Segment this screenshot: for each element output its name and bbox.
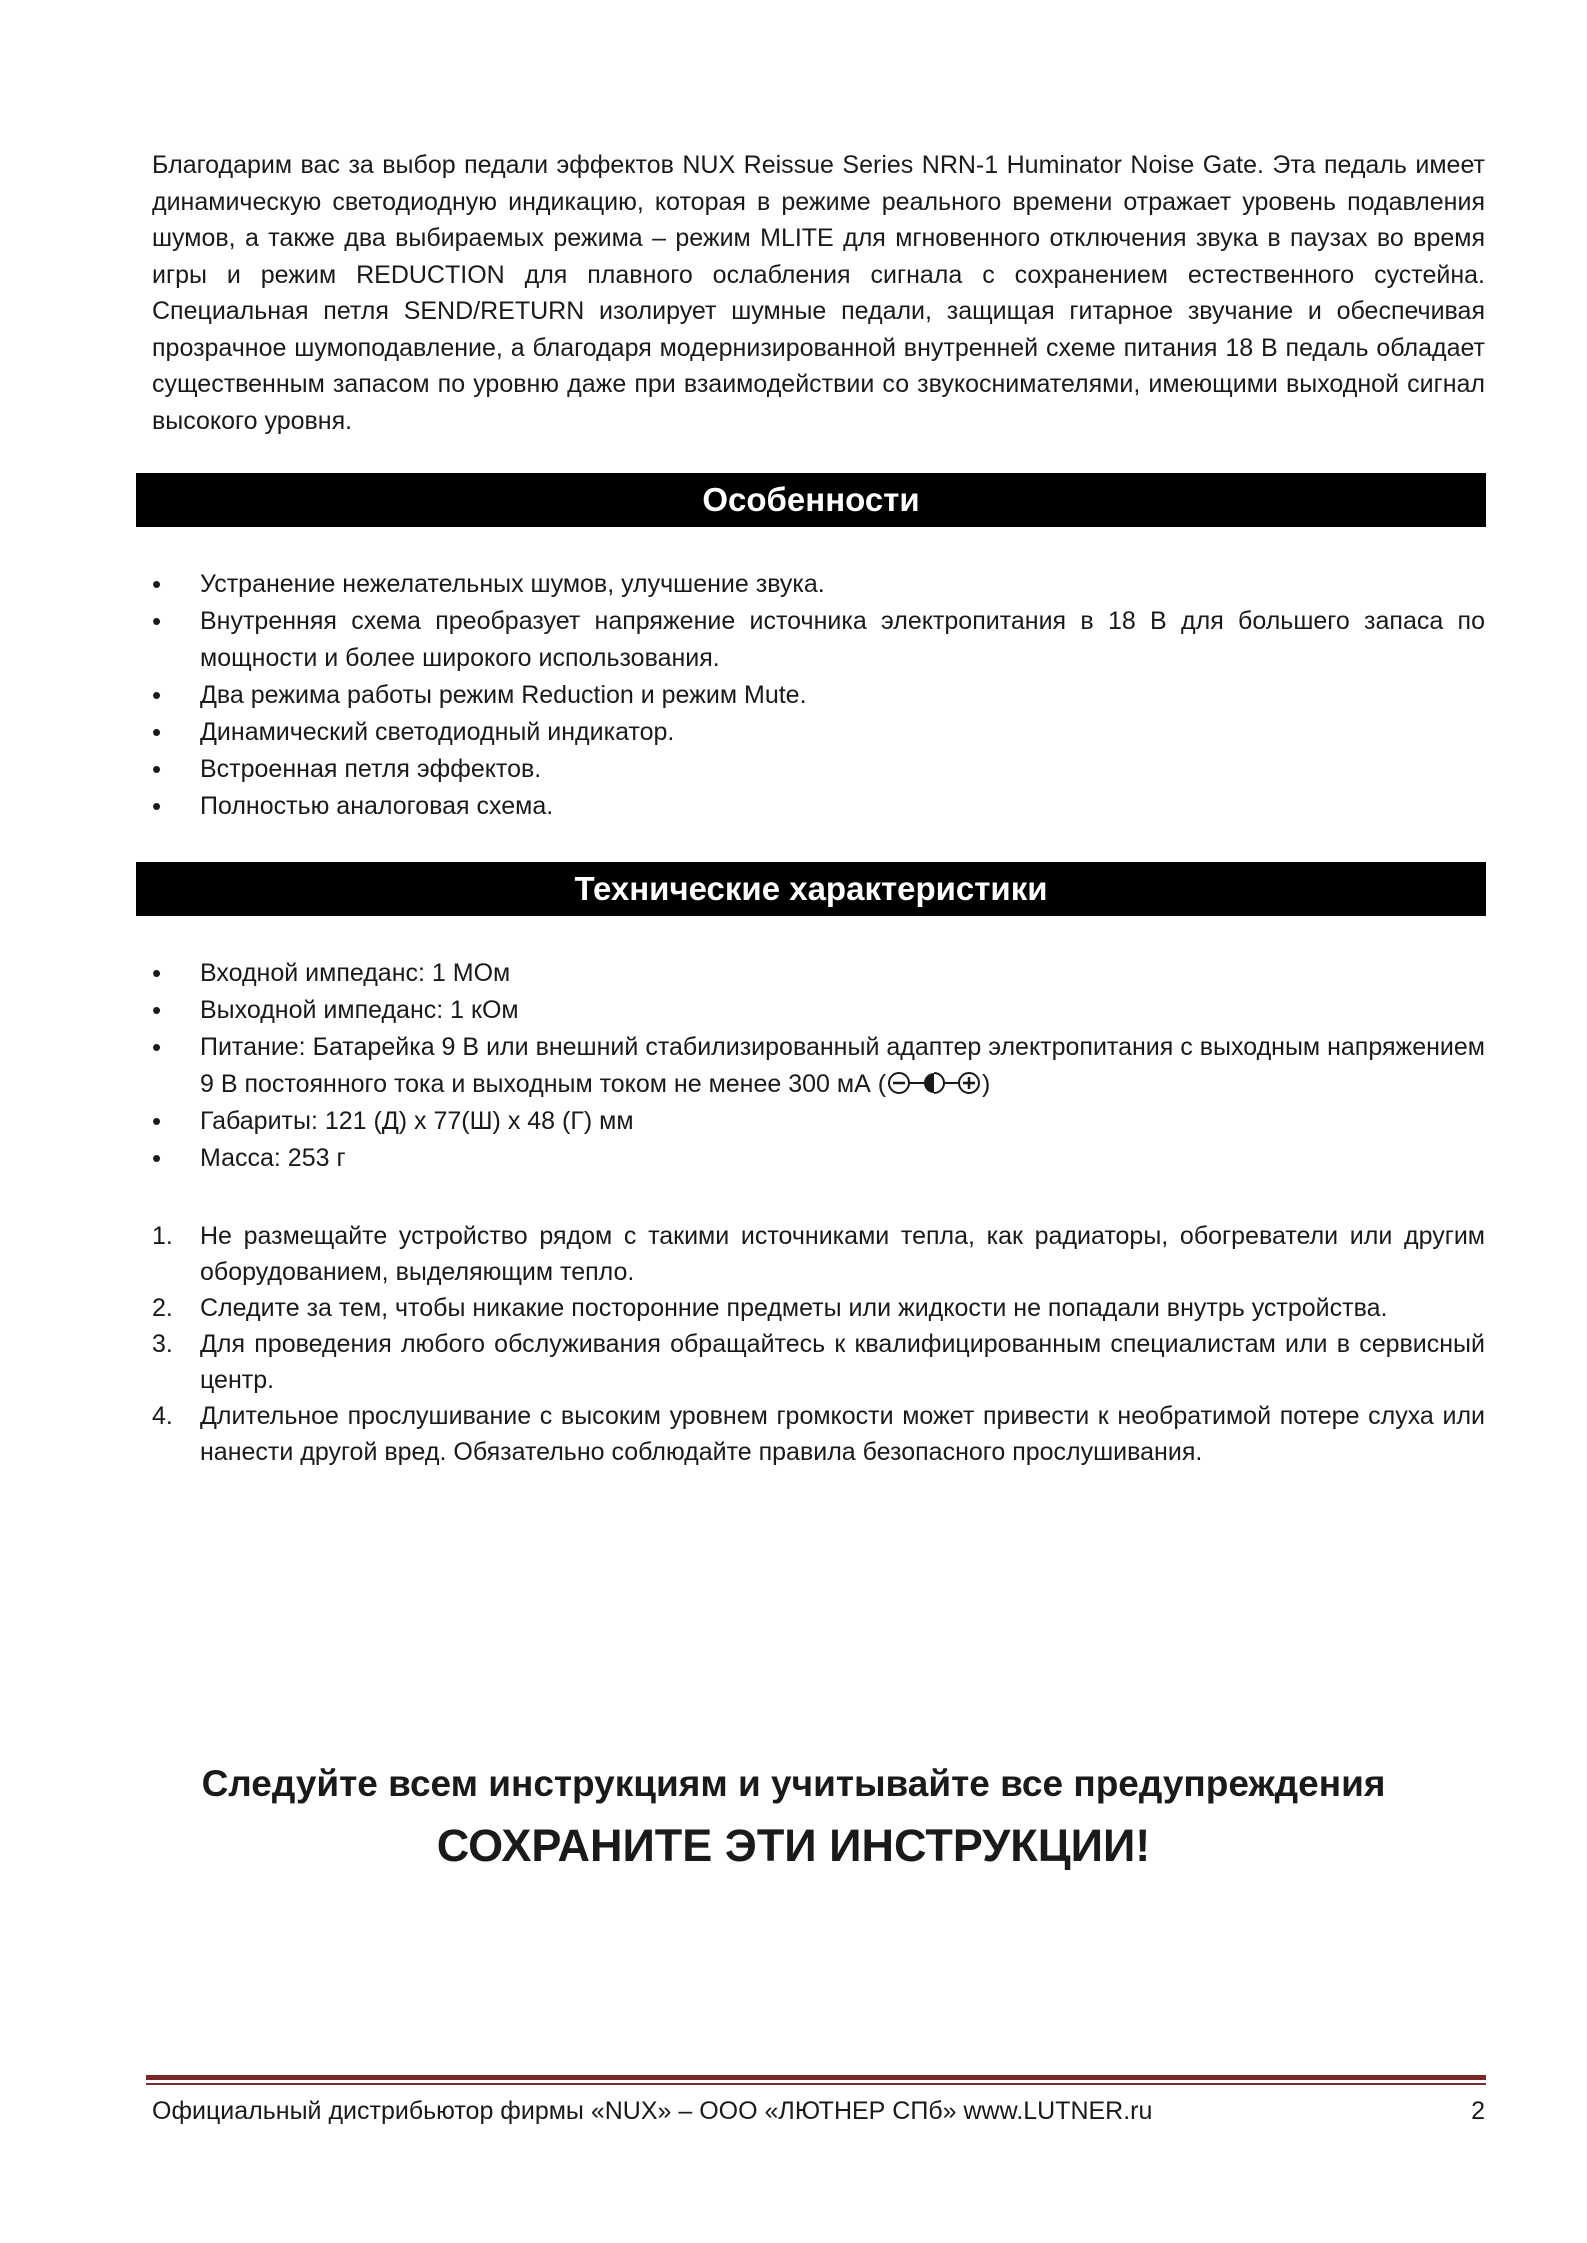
dc-polarity-icon xyxy=(886,1068,982,1098)
list-item xyxy=(152,1398,1485,1470)
spec-power-text-end: ) xyxy=(982,1070,991,1098)
spec-power xyxy=(152,1029,1485,1103)
list-item: • Два режима работы режим Reduction и режим Mute. xyxy=(152,677,1485,714)
spec-output-impedance: • Выходной импеданс: 1 кОм xyxy=(152,992,1485,1029)
footer-distributor: Официальный дистрибьютор фирмы «NUX» – ООО «ЛЮТНЕР СПб» www.LUTNER.ru xyxy=(152,2097,1153,2125)
item-number: 1. xyxy=(152,1222,173,1250)
footer-divider-thin xyxy=(146,2083,1486,2085)
item-text: Следите за тем, чтобы никакие посторонние предметы или жидкости не попадали внутрь устройства. xyxy=(200,1294,1388,1322)
closing-save-notice: СОХРАНИТЕ ЭТИ ИНСТРУКЦИИ! xyxy=(436,1820,1151,1871)
item-text: Длительное прослушивание с высоким уровнем громкости может привести к необратимой потере слуха или нанести другой вред. Обязательно соблюдайте правила безопасного прослушивания. xyxy=(200,1402,1485,1466)
page-number: 2 xyxy=(1471,2097,1485,2125)
list-item: • Динамический светодиодный индикатор. xyxy=(152,714,1485,751)
item-text: Для проведения любого обслуживания обращайтесь к квалифицированным специалистам или в сервисный центр. xyxy=(200,1330,1485,1394)
features-list xyxy=(152,566,1485,825)
spec-power-text: Питание: Батарейка 9 В или внешний стабилизированный адаптер электропитания с выходным напряжением 9 В постоянного тока и выходным током не менее 300 мА ( xyxy=(200,1033,1485,1098)
list-item: • Устранение нежелательных шумов, улучшение звука. xyxy=(152,566,1485,603)
list-item: • Полностью аналоговая схема. xyxy=(152,788,1485,825)
spec-weight: • Масса: 253 г xyxy=(152,1140,1485,1177)
list-item: • Встроенная петля эффектов. xyxy=(152,751,1485,788)
list-item xyxy=(152,1290,1485,1326)
item-number: 2. xyxy=(152,1294,173,1322)
features-heading: Особенности xyxy=(136,473,1486,527)
footer-divider xyxy=(146,2075,1486,2080)
closing-instruction: Следуйте всем инструкциям и учитывайте все предупреждения xyxy=(201,1763,1386,1804)
list-item xyxy=(152,1326,1485,1398)
item-number: 3. xyxy=(152,1330,173,1358)
spec-input-impedance: • Входной импеданс: 1 МОм xyxy=(152,955,1485,992)
safety-list xyxy=(152,1218,1485,1470)
item-number: 4. xyxy=(152,1402,173,1430)
list-item xyxy=(152,1218,1485,1290)
specs-heading: Технические характеристики xyxy=(136,862,1486,916)
list-item: • Внутренняя схема преобразует напряжение источника электропитания в 18 В для большего запаса по мощности и более широкого использования. xyxy=(152,603,1485,677)
item-text: Не размещайте устройство рядом с такими источниками тепла, как радиаторы, обогреватели или другим оборудованием, выделяющим тепло. xyxy=(200,1222,1485,1286)
intro-paragraph: Благодарим вас за выбор педали эффектов NUX Reissue Series NRN-1 Huminator Noise Gate. Эта педаль имеет динамическую светодиодную индикацию, которая в режиме реального времени отражает уровень подавления шумов, а также два выбираемых режима – режим MLITE для мгновенного отключения звука в паузах во время игры и режим REDUCTION для плавного ослабления сигнала с сохранением естественного сустейна. Специальная петля SEND/RETURN изолирует шумные педали, защищая гитарное звучание и обеспечивая прозрачное шумоподавление, а благодаря модернизированной внутренней схеме питания 18 В педаль обладает существенным запасом по уровню даже при взаимодействии со звукоснимателями, имеющими выходной сигнал высокого уровня. xyxy=(152,151,1485,435)
spec-dimensions: • Габариты: 121 (Д) x 77(Ш) x 48 (Г) мм xyxy=(152,1103,1485,1140)
specs-list xyxy=(152,955,1485,1177)
